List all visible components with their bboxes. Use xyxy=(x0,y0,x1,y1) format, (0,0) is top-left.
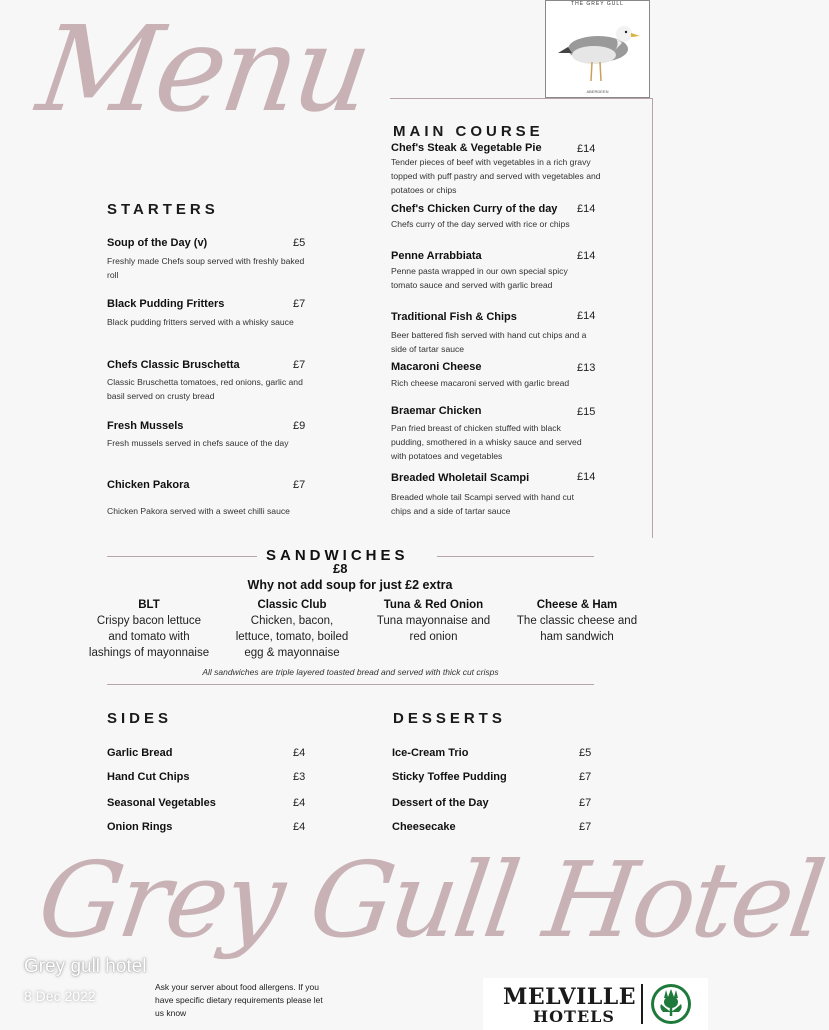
main-name: Traditional Fish & Chips xyxy=(391,311,517,323)
menu-script-title: Menu xyxy=(30,0,377,138)
main-name: Braemar Chicken xyxy=(391,405,482,417)
main-desc: Chefs curry of the day served with rice or chips xyxy=(391,219,570,229)
sandwiches-footnote: All sandwiches are triple layered toasted bread and served with thick cut crisps xyxy=(202,667,499,677)
dessert-name: Ice-Cream Trio xyxy=(392,747,469,759)
starter-name: Soup of the Day (v) xyxy=(107,237,208,249)
sandwiches-heading: SANDWICHES xyxy=(266,547,409,564)
starters-heading: STARTERS xyxy=(107,201,219,218)
dessert-price: £7 xyxy=(579,797,592,809)
melville-name: MELVILLE xyxy=(503,984,637,1010)
sandwiches-divider-left xyxy=(107,556,257,557)
side-price: £4 xyxy=(293,797,306,809)
starter-desc: Fresh mussels served in chefs sauce of the day xyxy=(107,438,289,448)
sandwiches-divider-right xyxy=(437,556,594,557)
soup-offer: Why not add soup for just £2 extra xyxy=(247,578,453,592)
side-name: Onion Rings xyxy=(107,821,173,833)
sandwich-desc-line: lashings of mayonnaise xyxy=(88,647,210,659)
starter-name: Chefs Classic Bruschetta xyxy=(107,359,240,371)
starter-price: £7 xyxy=(293,298,306,310)
main-desc: Pan fried breast of chicken stuffed with black pudding, smothered in a whisky sauce and served with potatoes and vegetables xyxy=(391,423,582,461)
starter-name: Black Pudding Fritters xyxy=(107,298,225,310)
sandwich-item xyxy=(220,597,364,661)
dessert-name: Cheesecake xyxy=(392,821,456,833)
sandwich-item xyxy=(365,597,502,645)
desserts-heading: DESSERTS xyxy=(393,710,506,727)
allergen-line: us know xyxy=(155,1008,187,1018)
dessert-price: £7 xyxy=(579,821,592,833)
brand-divider xyxy=(641,984,643,1024)
starter-price: £9 xyxy=(293,420,306,432)
starter-desc: Freshly made Chefs soup served with freshly baked roll xyxy=(107,256,305,280)
dessert-name: Sticky Toffee Pudding xyxy=(392,771,507,783)
sandwich-desc-line: egg & mayonnaise xyxy=(244,647,340,659)
starter-price: £7 xyxy=(293,479,306,491)
starter-desc: Black pudding fritters served with a whisky sauce xyxy=(107,317,294,327)
sandwich-desc-line: ham sandwich xyxy=(540,631,614,643)
main-name: Chef's Steak & Vegetable Pie xyxy=(391,142,542,154)
starter-desc: Classic Bruschetta tomatoes, red onions, garlic and basil served on crusty bread xyxy=(107,377,303,401)
seagull-icon xyxy=(554,7,642,89)
sandwiches-bottom-divider xyxy=(107,684,594,685)
main-name: Penne Arrabbiata xyxy=(391,250,482,262)
starter-name: Fresh Mussels xyxy=(107,420,184,432)
sandwich-desc-line: lettuce, tomato, boiled xyxy=(235,631,349,643)
main-price: £14 xyxy=(577,310,596,322)
starter-name: Chicken Pakora xyxy=(107,479,190,491)
side-name: Seasonal Vegetables xyxy=(107,797,216,809)
allergen-line: Ask your server about food allergens. If you xyxy=(155,982,319,992)
main-desc: Beer battered fish served with hand cut chips and a side of tartar sauce xyxy=(391,330,587,354)
main-desc: Rich cheese macaroni served with garlic bread xyxy=(391,378,570,388)
main-price: £13 xyxy=(577,362,596,374)
frame-top-line xyxy=(390,98,652,99)
main-name: Macaroni Cheese xyxy=(391,361,482,373)
main-price: £14 xyxy=(577,471,596,483)
sandwich-desc-line: and tomato with xyxy=(108,631,190,643)
melville-sub: HOTELS xyxy=(533,1007,615,1026)
sandwich-desc-line: red onion xyxy=(409,631,458,643)
sides-heading: SIDES xyxy=(107,710,173,727)
sandwich-desc-line: The classic cheese and xyxy=(516,615,638,627)
main-name: Breaded Wholetail Scampi xyxy=(391,472,530,484)
dessert-name: Dessert of the Day xyxy=(392,797,489,809)
sandwich-desc-line: Chicken, bacon, xyxy=(250,615,334,627)
starter-desc: Chicken Pakora served with a sweet chilli sauce xyxy=(107,506,290,516)
hotel-script-footer: Grey Gull Hotel xyxy=(31,839,829,961)
sandwich-name: Cheese & Ham xyxy=(536,599,618,611)
main-price: £14 xyxy=(577,250,596,262)
main-name: Chef's Chicken Curry of the day xyxy=(391,203,558,215)
allergen-line: have specific dietary requirements please let xyxy=(155,995,323,1005)
starter-price: £5 xyxy=(293,237,306,249)
main-price: £14 xyxy=(577,203,596,215)
sandwich-item xyxy=(502,597,652,645)
sandwich-item xyxy=(76,597,222,661)
logo-title: THE GREY GULL xyxy=(571,1,624,7)
main-course-heading: MAIN COURSE xyxy=(393,123,544,140)
sandwich-desc-line: Tuna mayonnaise and xyxy=(376,615,491,627)
sandwiches-price: £8 xyxy=(333,561,348,576)
watermark-date: 8 Dec 2022 xyxy=(24,988,96,1004)
main-desc: Breaded whole tail Scampi served with hand cut chips and a side of tartar sauce xyxy=(391,492,574,516)
side-price: £3 xyxy=(293,771,306,783)
main-desc: Tender pieces of beef with vegetables in a rich gravy topped with puff pastry and served with vegetables and potatoes or chips xyxy=(391,157,601,195)
side-price: £4 xyxy=(293,821,306,833)
sandwich-desc-line: Crispy bacon lettuce xyxy=(96,615,202,627)
grey-gull-logo xyxy=(545,0,650,98)
thistle-icon xyxy=(649,982,693,1026)
watermark-text: Grey gull hotel xyxy=(24,956,147,977)
starter-price: £7 xyxy=(293,359,306,371)
main-price: £15 xyxy=(577,406,596,418)
melville-hotels-logo xyxy=(483,978,708,1030)
side-name: Garlic Bread xyxy=(107,747,173,759)
allergen-note xyxy=(155,981,365,1020)
dessert-price: £7 xyxy=(579,771,592,783)
sandwich-name: Tuna & Red Onion xyxy=(383,599,484,611)
sandwich-name: Classic Club xyxy=(257,599,327,611)
main-price: £14 xyxy=(577,143,596,155)
sandwich-name: BLT xyxy=(138,599,160,611)
frame-right-line xyxy=(652,98,653,538)
main-desc: Penne pasta wrapped in our own special spicy tomato sauce and served with garlic bread xyxy=(391,266,568,290)
dessert-price: £5 xyxy=(579,747,592,759)
side-name: Hand Cut Chips xyxy=(107,771,190,783)
logo-subtitle: ABERDEEN xyxy=(586,89,609,94)
side-price: £4 xyxy=(293,747,306,759)
